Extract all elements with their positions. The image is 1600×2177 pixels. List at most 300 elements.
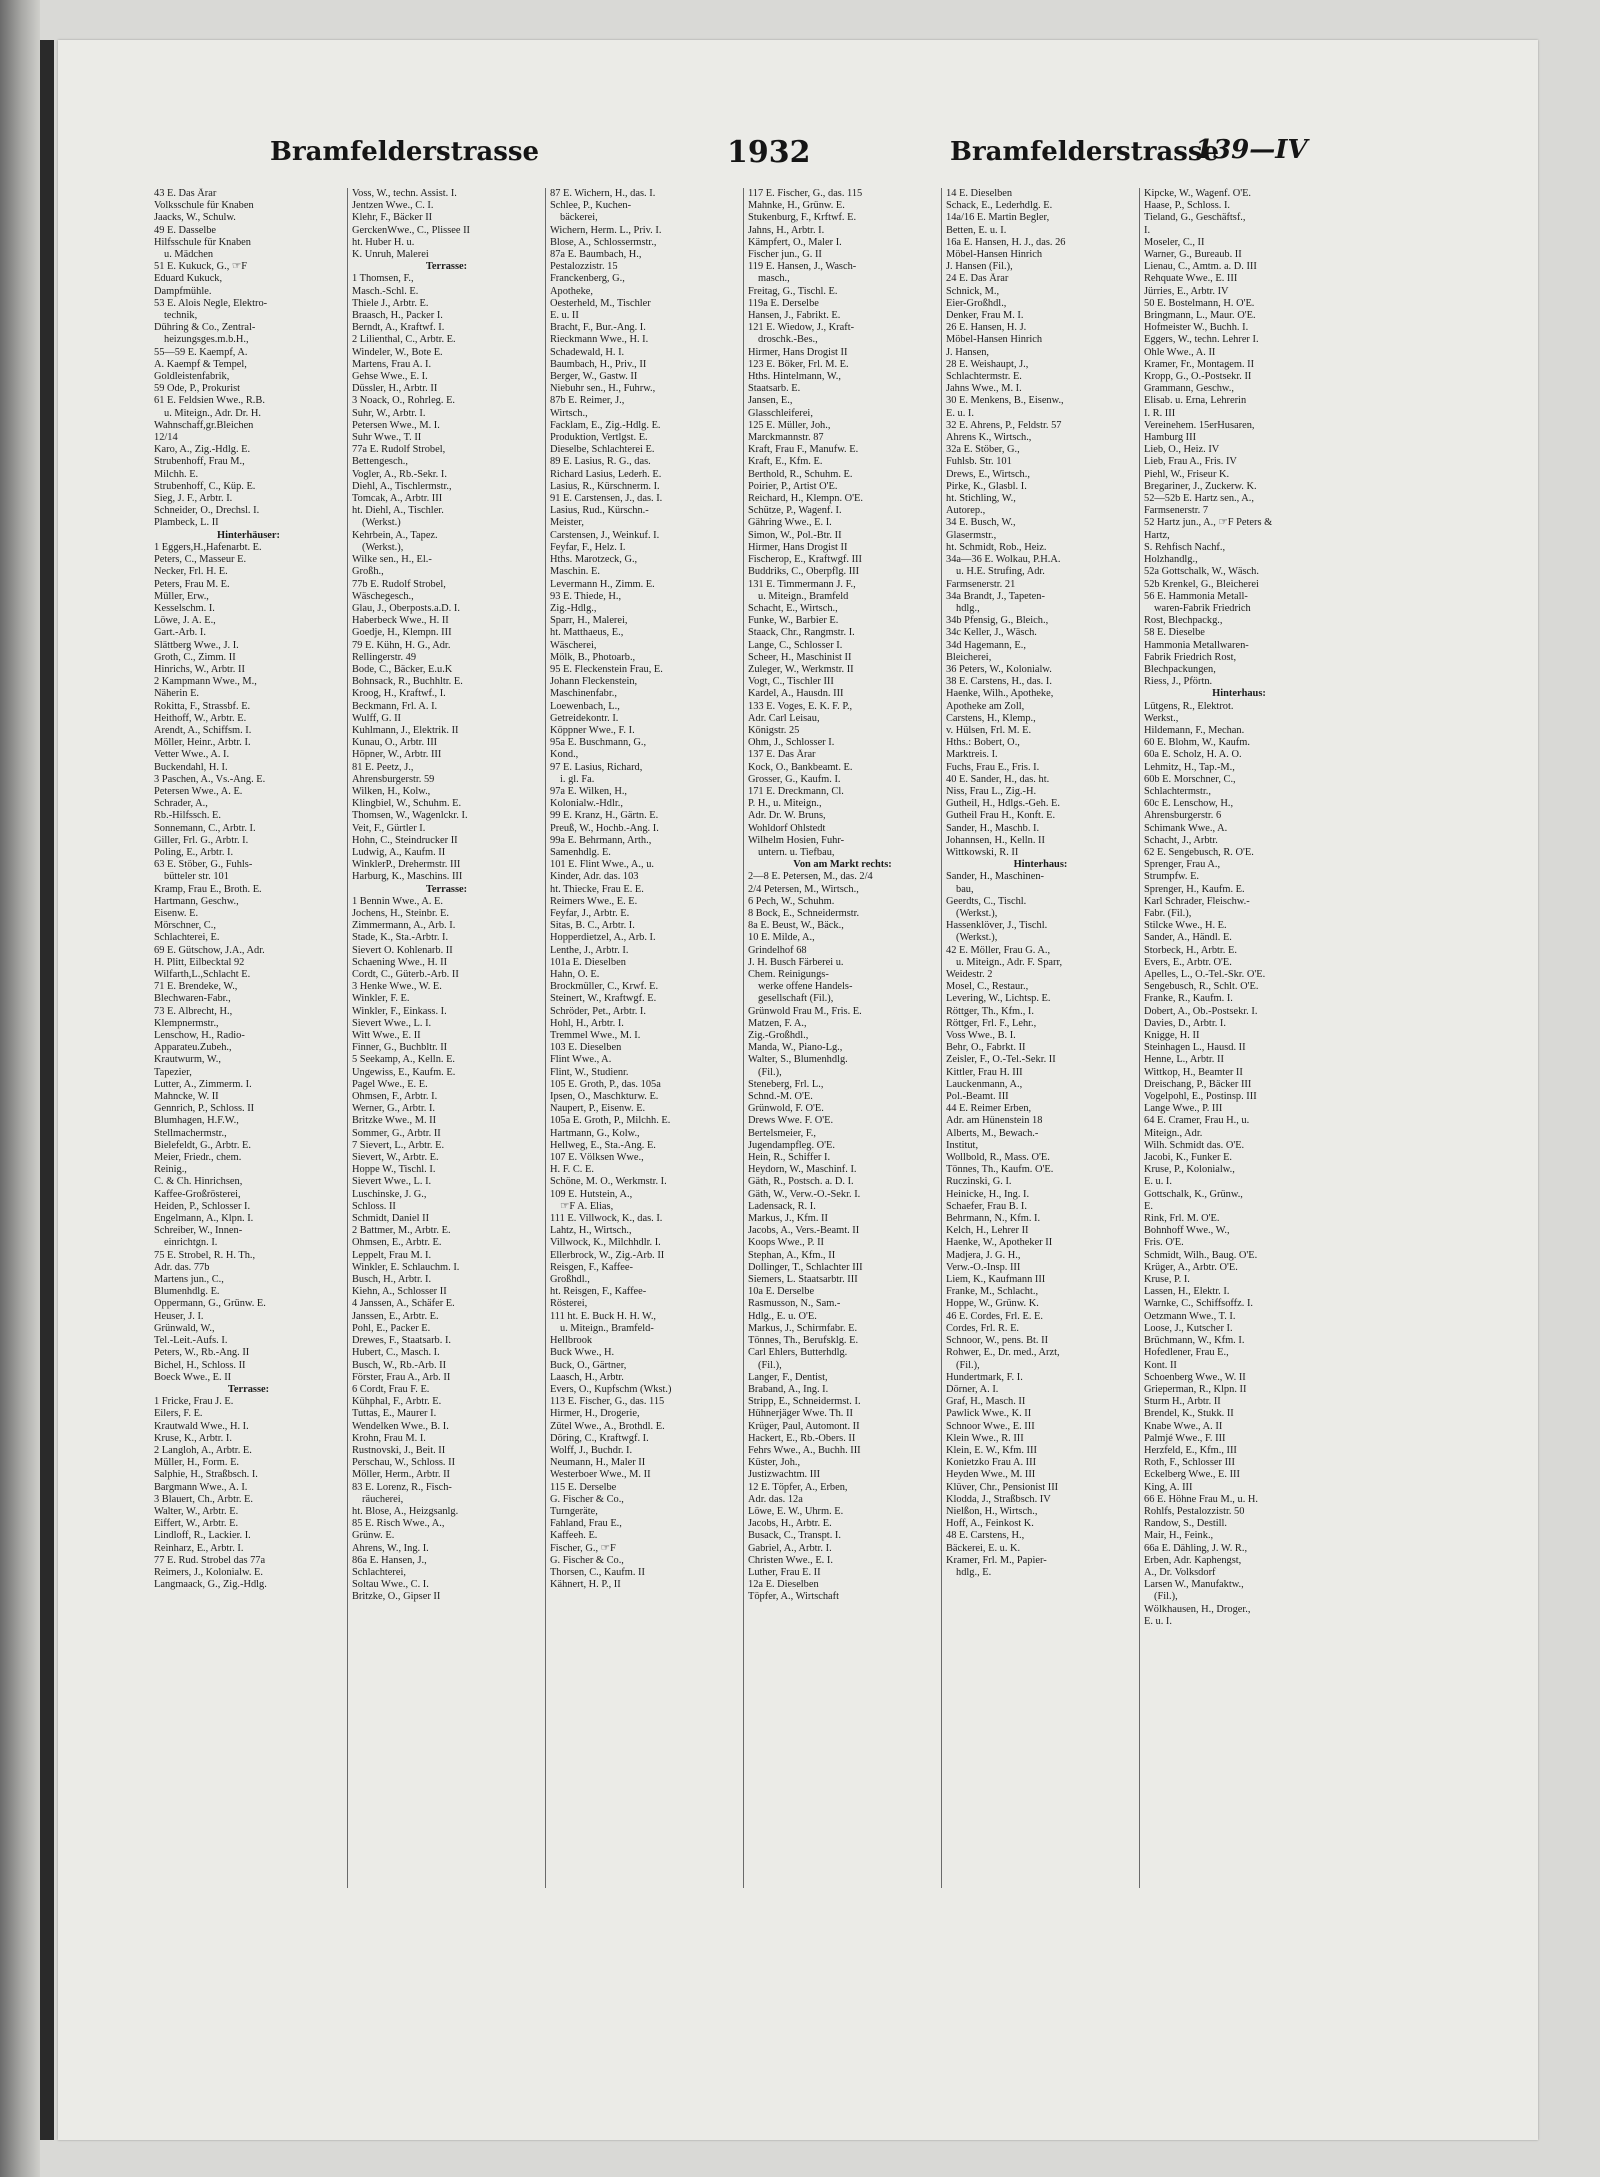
directory-entry-line: Wahnschaff,gr.Bleichen: [154, 419, 254, 431]
directory-entry-line: Heuser, J. I.: [154, 1310, 204, 1322]
directory-entry-line: 111 E. Villwock, K., das. I.: [550, 1213, 663, 1225]
directory-entry-line: Meier, Friedr., chem.: [154, 1152, 242, 1164]
directory-entry-line: Bleicherei,: [946, 651, 992, 663]
directory-entry-line: Luschinske, J. G.,: [352, 1188, 427, 1200]
directory-entry-line: Geerdts, C., Tischl.: [946, 895, 1027, 907]
directory-entry-line: Hohl, H., Arbtr. I.: [550, 1017, 624, 1029]
directory-entry-line: Schröder, Pet., Arbtr. I.: [550, 1005, 646, 1017]
directory-entry-line: Reichard, H., Klempn. O'E.: [748, 493, 863, 505]
directory-entry-line: Apotheke am Zoll,: [946, 700, 1025, 712]
directory-entry-line: Oesterheld, M., Tischler: [550, 297, 651, 309]
directory-entry-line: Ahrensburgerstr. 6: [1144, 810, 1222, 822]
directory-entry-line: (Werkst.): [362, 517, 401, 529]
directory-entry-line: Wäscherei,: [550, 639, 597, 651]
directory-entry-line: Henne, L., Arbtr. II: [1144, 1054, 1224, 1066]
directory-entry-line: Christen Wwe., E. I.: [748, 1554, 833, 1566]
directory-entry-line: Jahns Wwe., M. I.: [946, 383, 1022, 395]
directory-entry-line: Rösterei,: [550, 1298, 588, 1310]
directory-entry-line: Terrasse:: [227, 1383, 270, 1395]
directory-entry-line: 71 E. Brendeke, W.,: [154, 981, 238, 993]
directory-entry-line: Drewes, F., Staatsarb. I.: [352, 1335, 452, 1347]
directory-entry-line: Carl Ehlers, Butterhdlg.: [748, 1347, 848, 1359]
directory-entry-line: Stade, K., Sta.-Arbtr. I.: [352, 932, 449, 944]
directory-entry-line: (Fil.),: [956, 1359, 980, 1371]
directory-entry-line: Schneider, O., Drechsl. I.: [154, 505, 260, 517]
directory-entry-line: Sievert Wwe., L. I.: [352, 1017, 432, 1029]
directory-entry-line: Martens jun., C.,: [154, 1274, 224, 1286]
directory-entry-line: H. Plitt, Eilbecktal 92: [154, 956, 245, 968]
directory-entry-line: Fabrik Friedrich Rost,: [1144, 651, 1237, 663]
directory-entry-line: Kramer, Fr., Montagem. II: [1144, 358, 1255, 370]
directory-entry-line: Kruse, P. I.: [1144, 1274, 1190, 1286]
directory-entry-line: Holzhandlg.,: [1144, 554, 1198, 566]
directory-entry-line: Hirmer, Hans Drogist II: [748, 346, 848, 358]
directory-entry-line: Berthold, R., Schuhm. E.: [748, 468, 853, 480]
directory-entry-line: Cordt, C., Güterb.-Arb. II: [352, 969, 459, 980]
directory-entry-line: Petersen Wwe., A. E.: [154, 785, 243, 797]
directory-entry-line: Jochens, H., Steinbr. E.: [352, 907, 449, 919]
directory-entry-line: Wittkop, H., Beamter II: [1144, 1066, 1243, 1078]
directory-entry-line: Tremmel Wwe., M. I.: [550, 1030, 641, 1042]
directory-entry-line: 50 E. Bostelmann, H. O'E.: [1144, 297, 1255, 309]
directory-entry-line: Evers, E., Arbtr. O'E.: [1144, 956, 1232, 968]
directory-entry-line: 86a E. Hansen, J.,: [352, 1554, 427, 1566]
directory-entry-line: 113 E. Fischer, G., das. 115: [550, 1396, 665, 1408]
directory-entry-line: Franke, M., Schlacht.,: [946, 1286, 1039, 1298]
directory-entry-line: Bringmann, L., Maur. O'E.: [1144, 310, 1256, 322]
directory-entry-line: Vereinehem. 15erHusaren,: [1144, 419, 1255, 431]
directory-entry-line: Naupert, P., Eisenw. E.: [550, 1103, 646, 1115]
directory-entry-line: 2 Langloh, A., Arbtr. E.: [154, 1444, 252, 1456]
directory-entry-line: 87 E. Wichern, H., das. I.: [550, 188, 656, 199]
directory-entry-line: 48 E. Carstens, H.,: [946, 1530, 1025, 1542]
directory-entry-line: Kruse, P., Kolonialw.,: [1144, 1164, 1235, 1176]
directory-entry-line: Langer, F., Dentist,: [748, 1371, 828, 1383]
directory-entry-line: 119a E. Derselbe: [748, 297, 819, 309]
directory-entry-line: Stukenburg, F., Krftwf. E.: [748, 212, 857, 224]
directory-entry-line: Poirier, P., Artist O'E.: [748, 480, 838, 492]
directory-entry-line: Heiden, P., Schlosser I.: [154, 1200, 251, 1212]
directory-entry-line: Groth, C., Zimm. II: [154, 651, 236, 663]
column-4: [744, 188, 942, 1888]
directory-entry-line: Lütgens, R., Elektrot.: [1144, 700, 1234, 712]
directory-entry-line: Hinrichs, W., Arbtr. II: [154, 663, 245, 675]
directory-entry-line: Tönnes, Th., Kaufm. O'E.: [946, 1164, 1054, 1176]
directory-entry-line: Westerboer Wwe., M. II: [550, 1469, 651, 1481]
directory-entry-line: Langmaack, G., Zig.-Hdlg.: [154, 1579, 267, 1591]
directory-entry-line: 91 E. Carstensen, J., das. I.: [550, 493, 663, 505]
directory-entry-line: Werkst.,: [1144, 712, 1179, 724]
directory-entry-line: Haberbeck Wwe., H. II: [352, 615, 449, 627]
directory-entry-line: Kelch, H., Lehrer II: [946, 1225, 1029, 1237]
directory-entry-line: 1 Fricke, Frau J. E.: [154, 1396, 234, 1408]
directory-entry-line: Riess, J., Pförtn.: [1144, 676, 1213, 688]
directory-entry-line: Mosel, C., Restaur.,: [946, 981, 1029, 993]
directory-entry-line: Winkler, E. Schlauchm. I.: [352, 1261, 460, 1273]
directory-entry-line: 81 E. Peetz, J.,: [352, 761, 414, 773]
directory-entry-line: Franckenberg, G.,: [550, 273, 625, 285]
directory-entry-line: Lehmitz, H., Tap.-M.,: [1144, 761, 1235, 773]
directory-entry-line: Volksschule für Knaben: [154, 200, 254, 212]
directory-entry-line: Thiele J., Arbtr. E.: [352, 297, 429, 309]
directory-entry-line: Zütel Wwe., A., Brothdl. E.: [550, 1420, 665, 1432]
directory-entry-line: Knabe Wwe., A. II: [1144, 1420, 1223, 1432]
directory-entry-line: Bregariner, J., Zuckerw. K.: [1144, 480, 1257, 492]
directory-entry-line: 30 E. Menkens, B., Eisenw.,: [946, 395, 1064, 407]
directory-entry-line: Bertelsmeier, F.,: [748, 1127, 817, 1139]
directory-entry-line: Masch.-Schl. E.: [352, 285, 419, 297]
directory-entry-line: Fischer jun., G. II: [748, 249, 822, 261]
directory-entry-line: 24 E. Das Ärar: [946, 273, 1009, 285]
directory-entry-line: Alberts, M., Bewach.-: [946, 1127, 1039, 1139]
directory-entry-line: 44 E. Reimer Erben,: [946, 1103, 1032, 1115]
directory-entry-line: Denker, Frau M. I.: [946, 310, 1024, 322]
directory-entry-line: Davies, D., Arbtr. I.: [1144, 1017, 1226, 1029]
directory-entry-line: E. u. II: [550, 310, 579, 322]
directory-entry-line: Blumhagen, H.F.W.,: [154, 1115, 239, 1127]
directory-entry-line: 43 E. Das Ärar: [154, 188, 217, 199]
directory-entry-line: Pawlick Wwe., K. II: [946, 1408, 1032, 1420]
directory-entry-line: Meister,: [550, 517, 584, 529]
directory-entry-line: Mölk, B., Photoarb.,: [550, 651, 636, 663]
directory-entry-line: Krüger, Paul, Automont. II: [748, 1420, 860, 1432]
directory-entry-line: technik,: [164, 310, 198, 322]
directory-entry-line: u. Miteign., Adr. Dr. H.: [164, 407, 261, 419]
directory-entry-line: 87b E. Reimer, J.,: [550, 395, 625, 407]
directory-entry-line: Wohldorf Ohlstedt: [748, 822, 826, 834]
directory-entry-line: Berndt, A., Kraftwf. I.: [352, 322, 445, 334]
directory-entry-line: 69 E. Gütschow, J.A., Adr.: [154, 944, 265, 956]
directory-entry-line: Pohl, E., Packer E.: [352, 1322, 431, 1334]
directory-entry-line: Fabr. (Fil.),: [1144, 907, 1192, 919]
directory-entry-line: Eggers, W., techn. Lehrer I.: [1144, 334, 1259, 346]
directory-entry-line: 89 E. Lasius, R. G., das.: [550, 456, 651, 468]
directory-entry-line: Sander, H., Maschb. I.: [946, 822, 1040, 834]
directory-entry-line: Boeck Wwe., E. II: [154, 1371, 232, 1383]
directory-entry-line: 32a E. Stöber, G.,: [946, 444, 1020, 456]
directory-entry-line: Windeler, W., Bote E.: [352, 346, 443, 358]
directory-entry-line: räucherei,: [362, 1493, 404, 1505]
directory-entry-line: Ahrensburgerstr. 59: [352, 773, 435, 785]
directory-entry-line: WinklerP., Drehermstr. III: [352, 859, 461, 871]
directory-entry-line: Ahrens, W., Ing. I.: [352, 1542, 429, 1554]
directory-entry-line: Tieland, G., Geschäftsf.,: [1144, 212, 1246, 224]
directory-entry-line: Lieb, O., Heiz. IV: [1144, 444, 1220, 456]
directory-entry-line: 64 E. Cramer, Frau H., u.: [1144, 1115, 1250, 1127]
directory-entry-line: Soltau Wwe., C. I.: [352, 1579, 429, 1591]
directory-entry-line: Grünwold Frau M., Fris. E.: [748, 1005, 862, 1017]
directory-entry-line: Bichel, H., Schloss. II: [154, 1359, 246, 1371]
directory-entry-line: Wilhelm Hosien, Fuhr-: [748, 834, 845, 846]
directory-entry-line: Glasschleiferei,: [748, 407, 813, 419]
directory-entry-line: Kock, O., Bankbeamt. E.: [748, 761, 853, 773]
directory-entry-line: 6 Pech, W., Schuhm.: [748, 895, 835, 907]
directory-entry-line: Schaening Wwe., H. II: [352, 956, 448, 968]
directory-entry-line: Hoppe W., Tischl. I.: [352, 1164, 436, 1176]
directory-entry-line: Betten, E. u. I.: [946, 224, 1007, 236]
directory-entry-line: Hopperdietzel, A., Arb. I.: [550, 932, 656, 944]
directory-entry-line: Hassenklöver, J., Tischl.: [946, 920, 1048, 932]
directory-entry-line: P. H., u. Miteign.,: [748, 798, 822, 810]
directory-entry-line: Weidestr. 2: [946, 969, 993, 980]
directory-entry-line: (Fil.),: [758, 1066, 782, 1078]
directory-entry-line: Samenhdlg. E.: [550, 846, 611, 858]
directory-entry-line: Klein, E. W., Kfm. III: [946, 1444, 1037, 1456]
directory-entry-line: Apelles, L., O.-Tel.-Skr. O'E.: [1144, 969, 1266, 980]
directory-entry-line: Oppermann, G., Grünw. E.: [154, 1298, 266, 1310]
directory-entry-line: Ipsen, O., Maschkturw. E.: [550, 1091, 659, 1103]
column-6: [1140, 188, 1338, 1888]
directory-entry-line: Dreischang, P., Bäcker III: [1144, 1078, 1252, 1090]
directory-entry-line: Gehse Wwe., E. I.: [352, 371, 428, 383]
directory-entry-line: Kardel, A., Hausdn. III: [748, 688, 844, 700]
directory-entry-line: Plambeck, L. II: [154, 517, 219, 529]
directory-entry-line: 14 E. Dieselben: [946, 188, 1013, 199]
directory-entry-line: Rohwer, E., Dr. med., Arzt,: [946, 1347, 1060, 1359]
directory-entry-line: Marckmannstr. 87: [748, 432, 824, 444]
directory-entry-line: Klein Wwe., R. III: [946, 1432, 1024, 1444]
directory-entry-line: Feyfar, F., Helz. I.: [550, 541, 626, 553]
directory-entry-line: Jentzen Wwe., C. I.: [352, 200, 434, 212]
directory-entry-line: Krautwurm, W.,: [154, 1054, 221, 1066]
directory-entry-line: Verw.-O.-Insp. III: [946, 1261, 1021, 1273]
directory-entry-line: Brendel, K., Stukk. II: [1144, 1408, 1234, 1420]
directory-entry-line: Hirmer, Hans Drogist II: [748, 541, 848, 553]
directory-entry-line: Strubenhoff, C., Küp. E.: [154, 480, 256, 492]
directory-entry-line: GerckenWwe., C., Plissee II: [352, 224, 471, 236]
directory-entry-line: Chem. Reinigungs-: [748, 969, 829, 980]
directory-entry-line: Löwe, E. W., Uhrm. E.: [748, 1505, 844, 1517]
directory-entry-line: 34c Keller, J., Wäsch.: [946, 627, 1037, 639]
directory-entry-line: 32 E. Ahrens, P., Feldstr. 57: [946, 419, 1062, 431]
directory-entry-line: Wirtsch.,: [550, 407, 588, 419]
directory-entry-line: Fehrs Wwe., A., Buchh. III: [748, 1444, 861, 1456]
directory-entry-line: Lenthe, J., Arbtr. I.: [550, 944, 629, 956]
directory-entry-line: 171 E. Dreckmann, Cl.: [748, 785, 844, 797]
directory-entry-line: Bode, C., Bäcker, E.u.K: [352, 663, 453, 675]
directory-entry-line: 1 Eggers,H.,Hafenarbt. E.: [154, 541, 262, 553]
directory-entry-line: Höpner, W., Arbtr. III: [352, 749, 442, 761]
directory-entry-line: ☞F A. Elias,: [560, 1200, 614, 1212]
directory-entry-line: Neumann, H., Maler II: [550, 1457, 646, 1469]
directory-entry-line: Klüver, Chr., Pensionist III: [946, 1481, 1059, 1493]
directory-entry-line: H. F. C. E.: [550, 1164, 594, 1176]
directory-entry-line: Staatsarb. E.: [748, 383, 801, 395]
directory-entry-line: A. Kaempf & Tempel,: [154, 358, 247, 370]
directory-entry-line: Adr. Dr. W. Bruns,: [748, 810, 826, 822]
directory-entry-line: Lindloff, R., Lackier. I.: [154, 1530, 251, 1542]
directory-entry-line: E.: [1144, 1200, 1153, 1212]
directory-entry-line: Fischerop, E., Kraftwgf. III: [748, 554, 862, 566]
directory-entry-line: Kittler, Frau H. III: [946, 1066, 1023, 1078]
directory-entry-line: 111 ht. E. Buck H. H. W.,: [550, 1310, 657, 1322]
directory-entry-line: Haenke, W., Apotheker II: [946, 1237, 1053, 1249]
directory-entry-line: Krüger, A., Arbtr. O'E.: [1144, 1261, 1238, 1273]
directory-entry-line: Karo, A., Zig.-Hdlg. E.: [154, 444, 251, 456]
directory-entry-line: Lassen, H., Elektr. I.: [1144, 1286, 1230, 1298]
directory-entry-line: C. & Ch. Hinrichsen,: [154, 1176, 243, 1188]
directory-entry-line: Rb.-Hilfssch. E.: [154, 810, 221, 822]
directory-entry-line: 58 E. Dieselbe: [1144, 627, 1205, 639]
directory-entry-line: Kähnert, H. P., II: [550, 1579, 621, 1591]
directory-entry-line: Harburg, K., Maschins. III: [352, 871, 463, 883]
directory-entry-line: 42 E. Möller, Frau G. A.,: [946, 944, 1051, 956]
directory-entry-line: Farmsenerstr. 21: [946, 578, 1016, 590]
directory-entry-line: Milchh. E.: [154, 468, 199, 480]
directory-entry-line: ht. Blose, A., Heizgsanlg.: [352, 1505, 459, 1517]
directory-entry-line: Jacobs, H., Arbtr. E.: [748, 1518, 832, 1530]
directory-entry-line: Ohmsen, E., Arbtr. E.: [352, 1237, 442, 1249]
directory-entry-line: Suhr, W., Arbtr. I.: [352, 407, 426, 419]
directory-entry-line: 52 Hartz jun., A., ☞F Peters &: [1144, 517, 1273, 529]
directory-entry-line: Sonnemann, C., Arbtr. I.: [154, 822, 256, 834]
directory-entry-line: Sander, A., Händl. E.: [1144, 932, 1232, 944]
directory-entry-line: Sprenger, H., Kaufm. E.: [1144, 883, 1245, 895]
directory-entry-line: Hths. Hintelmann, W.,: [748, 371, 841, 383]
column-1: [150, 188, 348, 1888]
directory-entry-line: Blechwaren-Fabr.,: [154, 993, 231, 1005]
directory-entry-line: G. Fischer & Co.,: [550, 1554, 624, 1566]
directory-entry-line: 12 E. Töpfer, A., Erben,: [748, 1481, 848, 1493]
directory-entry-line: Löwe, J. A. E.,: [154, 615, 216, 627]
directory-entry-line: Walter, W., Arbtr. E.: [154, 1505, 239, 1517]
scan-binding-shadow: [0, 0, 40, 2177]
directory-entry-line: Simon, W., Pol.-Btr. II: [748, 529, 842, 541]
directory-entry-line: 34a—36 E. Wolkau, P.H.A.: [946, 554, 1061, 566]
directory-entry-line: Liem, K., Kaufmann III: [946, 1274, 1046, 1286]
directory-entry-line: Terrasse:: [425, 883, 468, 895]
directory-entry-line: Ruczinski, G. I.: [946, 1176, 1012, 1188]
directory-entry-line: Markus, J., Schirmfabr. E.: [748, 1322, 858, 1334]
directory-entry-line: Funke, W., Barbier E.: [748, 615, 839, 627]
directory-entry-line: 125 E. Müller, Joh.,: [748, 419, 831, 431]
directory-entry-line: Kinder, Adr. das. 103: [550, 871, 639, 883]
directory-entry-line: 7 Sievert, L., Arbtr. E.: [352, 1139, 445, 1151]
directory-entry-line: 93 E. Thiede, H.,: [550, 590, 622, 602]
directory-entry-line: Dühring & Co., Zentral-: [154, 322, 256, 334]
directory-entry-line: Randow, S., Destill.: [1144, 1518, 1228, 1530]
directory-entry-line: Stephan, A., Kfm., II: [748, 1249, 836, 1261]
directory-entry-line: 99 E. Kranz, H., Gärtn. E.: [550, 810, 659, 822]
directory-entry-line: Wölkhausen, H., Droger.,: [1144, 1603, 1251, 1615]
directory-entry-line: Oetzmann Wwe., T. I.: [1144, 1310, 1236, 1322]
directory-entry-line: Mahnke, H., Grünw. E.: [748, 200, 845, 212]
directory-entry-line: Lahtz, H., Wirtsch.,: [550, 1225, 632, 1237]
directory-entry-line: Berger, W., Gastw. II: [550, 371, 638, 383]
directory-entry-line: Hühnerjäger Wwe. Th. II: [748, 1408, 853, 1420]
directory-entry-line: Brockmüller, C., Krwf. E.: [550, 981, 659, 993]
directory-entry-line: Schacht, E., Wirtsch.,: [748, 602, 838, 614]
directory-entry-line: gesellschaft (Fil.),: [758, 993, 834, 1005]
directory-entry-line: Köppner Wwe., F. I.: [550, 724, 635, 736]
directory-entry-line: Eilers, F. E.: [154, 1408, 203, 1420]
directory-entry-line: 2/4 Petersen, M., Wirtsch.,: [748, 883, 859, 895]
directory-entry-line: Kraft, E., Kfm. E.: [748, 456, 823, 468]
directory-entry-line: Adr. das. 77b: [154, 1261, 210, 1273]
directory-entry-line: Dieselbe, Schlachterei E.: [550, 444, 655, 456]
directory-entry-line: Levermann H., Zimm. E.: [550, 578, 655, 590]
directory-entry-line: (Fil.),: [758, 1359, 782, 1371]
directory-entry-line: Kaffeeh. E.: [550, 1530, 598, 1542]
directory-entry-line: 26 E. Hansen, H. J.: [946, 322, 1027, 334]
directory-entry-line: Grindelhof 68: [748, 944, 807, 956]
directory-entry-line: Küster, Joh.,: [748, 1457, 801, 1469]
directory-entry-line: Gutheil Frau H., Konft. E.: [946, 810, 1056, 822]
directory-entry-line: 95a E. Buschmann, G.,: [550, 737, 647, 749]
directory-entry-line: Vogler, A., Rb.-Sekr. I.: [352, 468, 447, 480]
directory-entry-line: Ellerbrock, W., Zig.-Arb. II: [550, 1249, 665, 1261]
directory-entry-line: 1 Bennin Wwe., A. E.: [352, 895, 444, 907]
directory-entry-line: Reimers Wwe., E. E.: [550, 895, 638, 907]
directory-entry-line: Eisenw. E.: [154, 907, 199, 919]
directory-entry-line: Heinicke, H., Ing. I.: [946, 1188, 1030, 1200]
directory-entry-line: Bracht, F., Bur.-Ang. I.: [550, 322, 646, 334]
directory-entry-line: Wilken, H., Kolw.,: [352, 785, 431, 797]
directory-entry-line: Rieckmann Wwe., H. I.: [550, 334, 649, 346]
directory-entry-line: Großhdl.,: [550, 1274, 590, 1286]
directory-entry-line: Tapezier,: [154, 1066, 192, 1078]
directory-entry-line: i. gl. Fa.: [560, 773, 595, 785]
directory-entry-line: Engelmann, A., Klpn. I.: [154, 1213, 254, 1225]
directory-entry-line: Peters, W., Rb.-Ang. II: [154, 1347, 250, 1359]
directory-entry-line: Hansen, J., Fabrikt. E.: [748, 310, 841, 322]
directory-entry-line: Buckendahl, H. I.: [154, 761, 228, 773]
directory-entry-line: 53 E. Alois Negle, Elektro-: [154, 297, 268, 309]
directory-entry-line: Bohnsack, R., Buchhltr. E.: [352, 676, 463, 688]
directory-entry-line: 34a Brandt, J., Tapeten-: [946, 590, 1045, 602]
directory-entry-line: Schnoor Wwe., E. III: [946, 1420, 1035, 1432]
directory-entry-line: Finner, G., Buchbltr. II: [352, 1042, 448, 1054]
directory-entry-line: Haase, P., Schloss. I.: [1144, 200, 1231, 212]
directory-entry-line: Hellweg, E., Sta.-Ang. E.: [550, 1139, 656, 1151]
header-year: 1932: [727, 135, 811, 170]
column-5: [942, 188, 1140, 1888]
directory-entry-line: Wittkowski, R. II: [946, 846, 1019, 858]
directory-entry-line: Heithoff, W., Arbtr. E.: [154, 712, 247, 724]
directory-entry-line: Königstr. 25: [748, 724, 800, 736]
directory-entry-line: Hildemann, F., Mechan.: [1144, 724, 1245, 736]
directory-entry-line: Haenke, Wilh., Apotheke,: [946, 688, 1054, 700]
directory-entry-line: Vogt, C., Tischler III: [748, 676, 834, 688]
directory-entry-line: Voss Wwe., B. I.: [946, 1030, 1016, 1042]
directory-entry-line: Sitas, B. C., Arbtr. I.: [550, 920, 635, 932]
directory-entry-line: Reisgen, F., Kaffee-: [550, 1261, 633, 1273]
directory-entry-line: Bäckerei, E. u. K.: [946, 1542, 1021, 1554]
directory-entry-line: 51 E. Kukuck, G., ☞F: [154, 261, 248, 273]
directory-entry-line: 97 E. Lasius, Richard,: [550, 761, 643, 773]
directory-entry-line: Hoppe, W., Grünw. K.: [946, 1298, 1039, 1310]
directory-entry-line: (Fil.),: [1154, 1591, 1178, 1603]
directory-entry-line: ht. Stichling, W.,: [946, 493, 1016, 505]
directory-entry-line: Adr. am Hünenstein 18: [946, 1115, 1043, 1127]
directory-entry-line: Röttger, Frl. F., Lehr.,: [946, 1017, 1037, 1029]
directory-entry-line: Schnick, M.,: [946, 285, 1000, 297]
directory-entry-line: Martens, Frau A. I.: [352, 358, 432, 370]
directory-entry-line: Strumpfw. E.: [1144, 871, 1200, 883]
directory-entry-line: Hellbrook: [550, 1335, 593, 1347]
directory-entry-line: Behr, O., Fabrkt. II: [946, 1042, 1026, 1054]
directory-entry-line: u. H.E. Strufing, Adr.: [956, 566, 1045, 578]
directory-entry-line: Strubenhoff, Frau M.,: [154, 456, 245, 468]
directory-entry-line: Möbel-Hansen Hinrich: [946, 249, 1043, 261]
directory-entry-line: u. Miteign., Adr. F. Sparr,: [956, 956, 1063, 968]
directory-entry-line: Franke, R., Kaufm. I.: [1144, 993, 1233, 1005]
directory-entry-line: masch.,: [758, 273, 790, 285]
directory-entry-line: Rasmusson, N., Sam.-: [748, 1298, 841, 1310]
directory-entry-line: einrichtgn. I.: [164, 1237, 218, 1249]
directory-entry-line: Schlachterei, E.: [154, 932, 220, 944]
directory-entry-line: Jansen, E.,: [748, 395, 793, 407]
